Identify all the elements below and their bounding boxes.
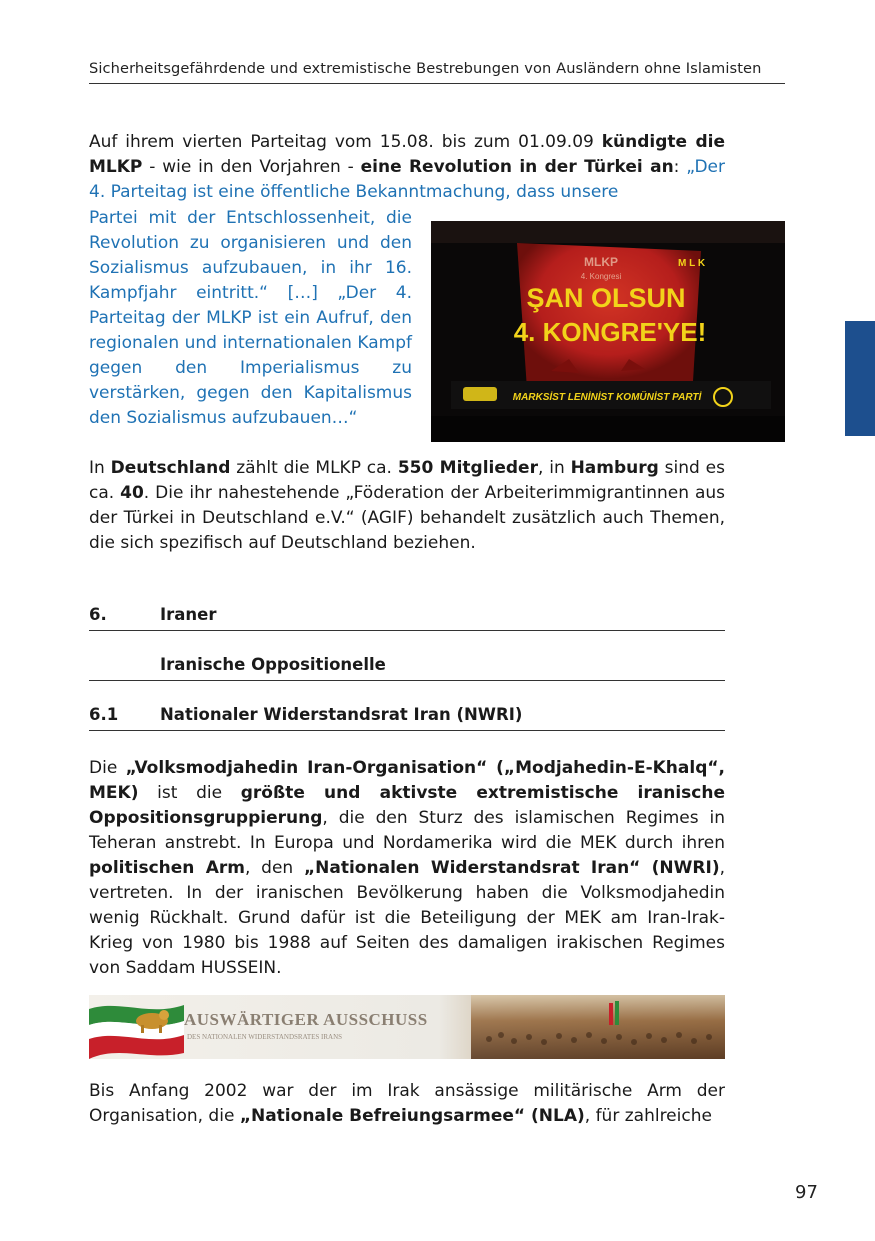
section-6-title: Iraner [160,605,217,624]
mek-bold-1: „Volksmodjahedin Iran-Organisation“ („Modjahedin-E-Khalq“, MEK) [89,758,725,803]
mek-bold-2: größte und aktivste extremistische iranische Oppositionsgruppierung [89,783,725,828]
poster-small-label: MLKP [584,255,618,269]
nla-text-2: , für zahlreiche [584,1106,712,1126]
running-header: Sicherheitsgefährdende und extremistische Bestrebungen von Ausländern ohne Islamisten [89,60,762,77]
section-6-1-title: Nationaler Widerstandsrat Iran (NWRI) [160,705,523,724]
germany-text-4: sind es ca. [89,458,725,503]
intro-quote-start: „Der 4. Parteitag ist eine öffentliche Bekanntmachung, dass unsere [89,157,725,202]
chapter-tab [845,321,875,436]
germany-bold-3: Hamburg [570,458,659,478]
germany-text-3: , in [537,458,571,478]
mek-text-1: Die [89,758,126,778]
mek-text-4: , den [244,858,304,878]
mek-text-3: , die den Sturz des islamischen Regimes in Teheran anstrebt. In Europa und Nordamerika wird die MEK durch ihren [89,808,725,853]
intro-paragraph [89,130,725,205]
poster-side-letters: M L K [678,258,706,269]
section-6-1-heading [89,705,725,731]
nla-text-1: Bis Anfang 2002 war der im Irak ansässige militärische Arm der Organisation, die [89,1081,725,1126]
header-rule [89,83,785,84]
germany-text-1: In [89,458,111,478]
section-6-subtitle: Iranische Oppositionelle [160,655,386,674]
mek-paragraph [89,756,725,981]
intro-text-3: : [673,157,680,177]
germany-text-5: . Die ihr nahestehende „Föderation der Arbeiterimmigrantinnen aus der Türkei in Deutschland e.V.“ (AGIF) behandelt zusätzlich auch Themen, die sich spezifisch auf Deutschland beziehen. [89,483,725,553]
poster-line-1: ŞAN OLSUN [526,283,686,313]
intro-bold-1: kündigte die MLKP [89,132,725,177]
nla-paragraph [89,1079,725,1129]
nwri-banner-image [89,995,725,1059]
germany-text-2: zählt die MLKP ca. [230,458,398,478]
section-6-1-number: 6.1 [89,705,119,724]
germany-bold-1: Deutschland [110,458,231,478]
germany-bold-4: 40 [120,483,144,503]
intro-bold-2: eine Revolution in der Türkei an [360,157,674,177]
intro-text-2: - wie in den Vorjahren - [142,157,361,177]
mek-bold-3: politischen Arm [89,858,245,878]
germany-bold-2: 550 Mitglieder [397,458,538,478]
mek-text-2: ist die [138,783,241,803]
mlkp-congress-photo [431,221,785,442]
banner-title: AUSWÄRTIGER AUSSCHUSS [184,1010,428,1029]
intro-text-1: Auf ihrem vierten Parteitag vom 15.08. bis zum 01.09.09 [89,132,602,152]
quote-continued: Partei mit der Entschlossenheit, die Revolution zu organisieren und den Sozialismus aufzubauen, in ihr 16. Kampfjahr eintritt.“ […] „Der 4. Parteitag der MLKP ist ein Aufruf, den regionalen und internationalen Kampf gegen den Imperialismus zu verstärken, gegen den Kapitalismus den Sozialismus aufzubauen…“ [89,208,412,428]
section-6-number: 6. [89,605,107,624]
banner-subtitle: DES NATIONALEN WIDERSTANDSRATES IRANS [187,1033,343,1041]
mek-bold-4: „Nationalen Widerstandsrat Iran“ (NWRI) [303,858,720,878]
mek-text-5: , vertreten. In der iranischen Bevölkerung haben die Volksmodjahedin wenig Rückhalt. Grund dafür ist die Beteiligung der MEK am Iran-Irak-Krieg von 1980 bis 1988 auf Seiten des damaligen irakischen Regimes von Saddam HUSSEIN. [89,858,725,978]
germany-paragraph [89,456,725,556]
poster-emblem-left [463,387,497,401]
page-number: 97 [795,1182,818,1203]
section-6-subheading [89,655,725,681]
poster-line-2: 4. KONGRE'YE! [513,317,707,347]
nla-bold-1: „Nationale Befreiungsarmee“ (NLA) [239,1106,585,1126]
section-6-heading [89,605,725,631]
poster-small-sub: 4. Kongresi [580,272,622,281]
poster-footer: MARKSİST LENİNİST KOMÜNİST PARTİ [512,392,702,403]
